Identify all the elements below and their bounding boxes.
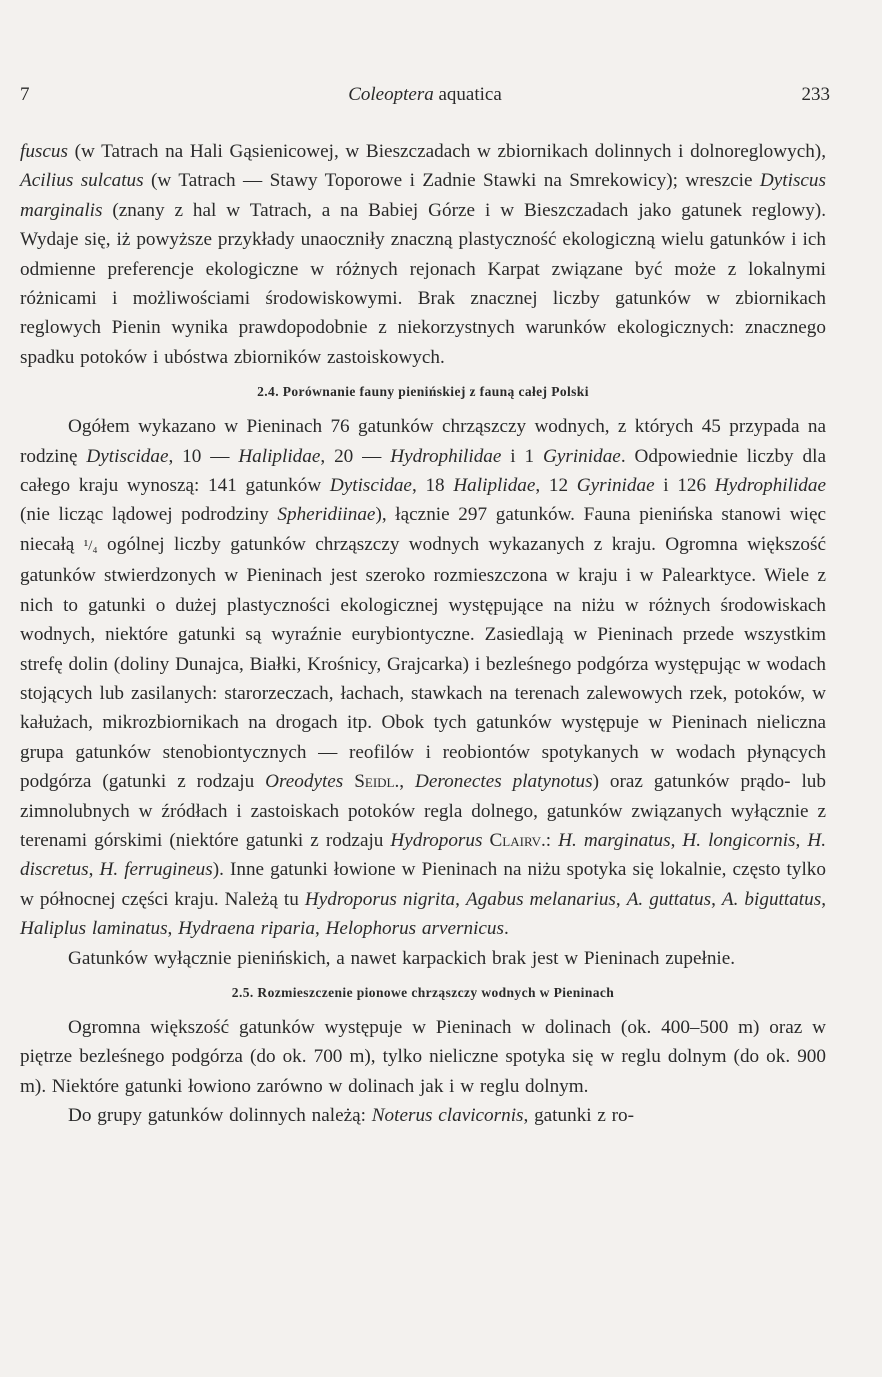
text-run: , (455, 888, 466, 910)
running-title-rest: aquatica (433, 84, 502, 105)
author-name: Seidl. (354, 771, 400, 793)
fraction-quarter: ¹/₄ (83, 537, 98, 554)
text-run: i 1 (501, 445, 543, 467)
taxon-name: fuscus (20, 141, 68, 162)
author-name: Clairv. (489, 829, 546, 851)
text-run: Do grupy gatunków dolinnych należą: (68, 1105, 372, 1127)
page-number: 233 (801, 84, 830, 105)
taxon-name: Haliplus laminatus (20, 918, 168, 940)
text-run: , (314, 918, 326, 940)
taxon-name: Gyrinidae (576, 475, 655, 497)
taxon-name: H. ferrugineus (99, 859, 213, 881)
taxon-name: Hydrophilidae (390, 445, 502, 467)
running-title-italic: Coleoptera (348, 84, 434, 105)
taxon-name: Dytiscidae (86, 445, 169, 467)
text-run: , (795, 829, 808, 851)
taxon-name: H. discretus (20, 829, 827, 881)
text-run: . (503, 918, 509, 940)
text-run: , 12 (535, 475, 577, 497)
taxon-name: Deronectes platynotus (415, 771, 593, 793)
text-run: ogólnej liczby gatunków chrząszczy wodnych wykazanych z kraju. Ogromna większość gatunków stwierdzonych w Pieninach jest szeroko rozmieszczona w kraju i w Palearktyce. Wiele z nich to gatunki o dużej plastyczności ekologicznej występujące na niżu w różnych środowiskach wodnych, niektóre gatunki są wyraźnie eurybiontyczne. Zasiedlają w Pieninach przede wszystkim strefę dolin (doliny Dunajca, Białki, Krośnicy, Grajcarka) i bezleśnego podgórza występując w wodach stojących lub zasilanych: starorzeczach, łachach, stawkach na terenach zalewowych rzek, potoków, w kałużach, mikrozbiornikach na drogach itp. Obok tych gatunków występuje w Pieninach nieliczna grupa gatunków stenobiontycznych — reofilów i reobiontów spotykanych w wodach płynących podgórza (gatunki z rodzaju (20, 533, 827, 793)
taxon-name: Helophorus arvernicus (325, 918, 504, 940)
text-run: , 20 — (320, 445, 391, 467)
section-heading-2-5: 2.5. Rozmieszczenie pionowe chrząszczy wodnych w Pieninach (231, 984, 615, 1000)
paragraph-valley-species (20, 1101, 826, 1130)
text-run: (w Tatrach na Hali Gąsienicowej, w Bieszczadach w zbiornikach dolinnych i dolnoreglowych), (67, 141, 826, 162)
taxon-name: H. longicornis (682, 829, 796, 851)
body-text (20, 137, 826, 1131)
text-run: Ogółem wykazano w Pieninach 76 gatunków chrząszczy wodnych, z których 45 przypada na rodzinę (20, 416, 826, 467)
taxon-name: Noterus clavicornis (371, 1105, 524, 1127)
taxon-name: Haliplidae (453, 475, 536, 497)
text-run: , (711, 888, 722, 910)
text-run: . Odpowiednie liczby dla całego kraju wynoszą: 141 gatunków (20, 445, 826, 497)
text-run: , (167, 918, 179, 940)
taxon-name: Hydroporus (390, 829, 483, 851)
taxon-name: Hydroporus nigrita (304, 888, 456, 910)
text-run (343, 771, 354, 792)
text-run: : (545, 829, 559, 851)
text-run: (znany z hal w Tatrach, a na Babiej Górze i w Bieszczadach jako gatunek reglowy). Wydaje się, iż powyższe przykłady unaoczniły znaczną plastyczność ekologiczną wielu gatunków i ich odmienne preferencje ekologiczne w różnych rejonach Karpat związane być może z lokalnymi różnicami i możliwościami środowiskowymi. Brak znacznej liczby gatunków w zbiornikach reglowych Pienin wynika prawdopodobnie z niekorzystnych warunków ekologicznych: znacznego spadku potoków i ubóstwa zbiorników zastoiskowych. (20, 199, 826, 368)
text-run: , (670, 829, 683, 851)
taxon-name: H. marginatus (558, 829, 671, 851)
text-run: , (615, 888, 627, 910)
section-heading-2-4: 2.4. Porównanie fauny pienińskiej z fauną całej Polski (257, 384, 589, 400)
taxon-name: A. biguttatus (721, 888, 822, 910)
text-run: ). Inne gatunki łowione w Pieninach na niżu spotyka się lokalnie, często tylko w północnej części kraju. Należą tu (20, 859, 826, 910)
running-head (20, 84, 830, 110)
taxon-name: Hydrophilidae (714, 475, 826, 497)
text-run (482, 830, 489, 851)
taxon-name: A. guttatus (626, 888, 712, 910)
text-run: , (399, 771, 416, 793)
taxon-name: Dytiscidae (329, 475, 412, 497)
paragraph-vertical-distribution: Ogromna większość gatunków występuje w Pieninach w dolinach (ok. 400–500 m) oraz w piętrze bezleśnego podgórza (do ok. 700 m), tylko nieliczne spotyka się w reglu dolnym (do ok. 900 m). Niektóre gatunki łowiono zarówno w dolinach jak i w reglu dolnym. (20, 1016, 826, 1097)
page-marker-left: 7 (20, 84, 30, 105)
taxon-name: Dytiscus marginalis (20, 170, 826, 221)
text-run: ), łącznie 297 gatunków. Fauna pienińska stanowi więc niecałą (20, 504, 827, 555)
text-run: (w Tatrach — Stawy Toporowe i Zadnie Stawki na Smrekowicy); wreszcie (143, 170, 760, 192)
paragraph-endemics: Gatunków wyłącznie pienińskich, a nawet karpackich brak jest w Pieninach zupełnie. (68, 947, 736, 969)
paragraph-comparison (20, 412, 826, 943)
text-run: , 18 (411, 475, 454, 497)
taxon-name: Hydraena riparia (178, 918, 315, 940)
paragraph-continued (20, 137, 826, 372)
taxon-name: Haliplidae (238, 445, 321, 467)
taxon-name: Acilius sulcatus (20, 170, 144, 192)
taxon-name: Gyrinidae (543, 445, 621, 467)
taxon-name: Spheridiinae (277, 504, 376, 526)
taxon-name: Oreodytes (265, 771, 344, 793)
text-run: , 10 — (168, 445, 239, 467)
text-run: , (821, 888, 826, 910)
running-title (20, 84, 830, 106)
text-run: , (88, 859, 100, 881)
text-run: (nie licząc lądowej podrodziny (20, 504, 278, 526)
text-run: i 126 (654, 475, 715, 497)
text-run: ) oraz gatunków prądo- lub zimnolubnych w źródłach i zastoiskach potoków regla dolnego, gatunków związanych wyłącznie z terenami górskimi (niektóre gatunki z rodzaju (20, 771, 826, 851)
taxon-name: Agabus melanarius (465, 888, 616, 910)
text-run: , gatunki z ro- (523, 1105, 635, 1127)
